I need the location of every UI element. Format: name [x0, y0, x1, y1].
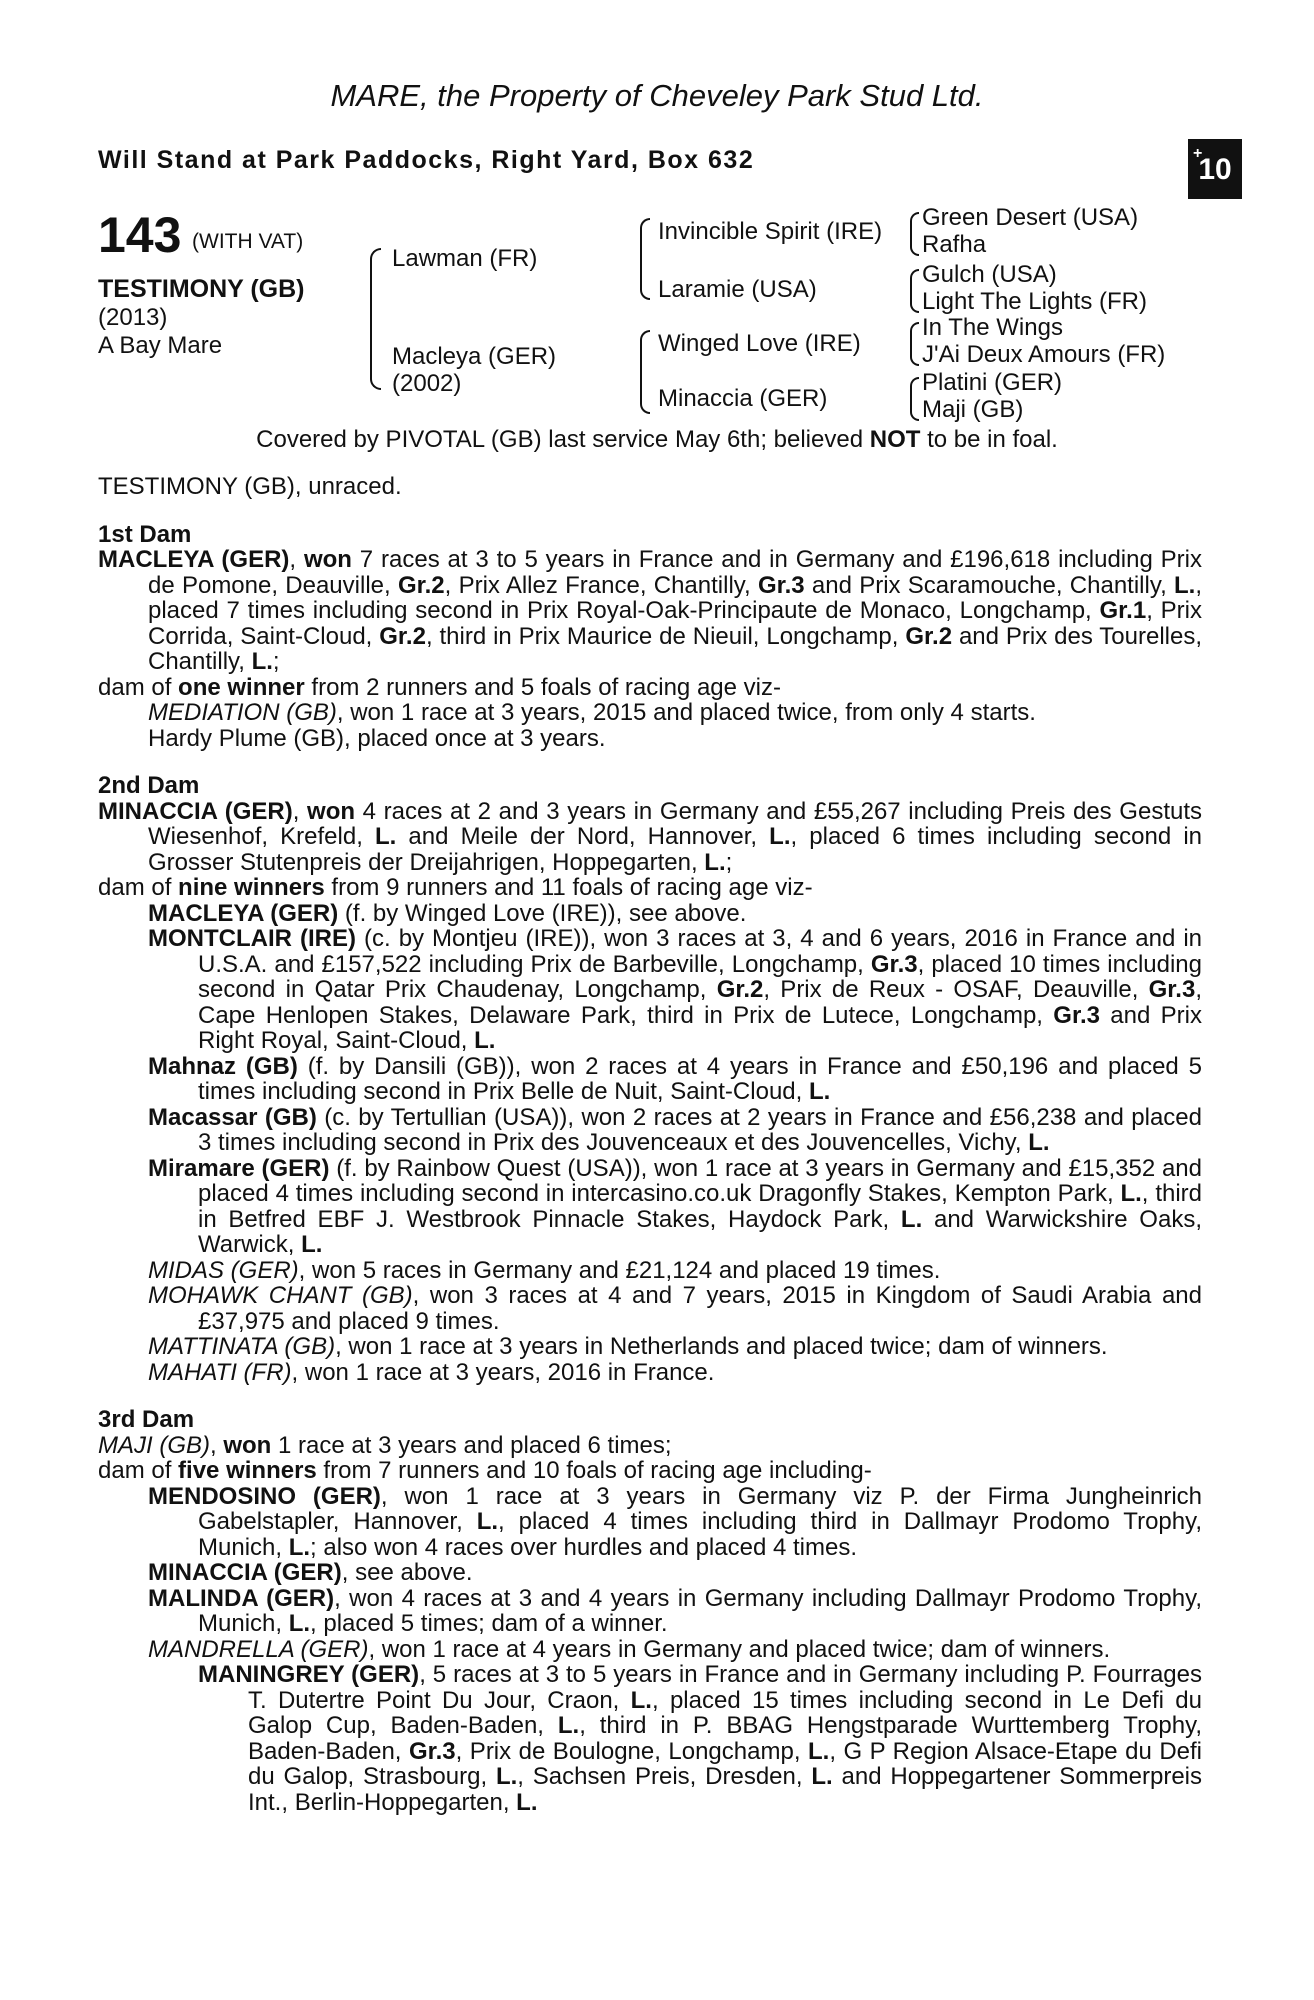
pedigree-brace-sire: [640, 218, 650, 300]
intro-line: TESTIMONY (GB), unraced.: [98, 473, 402, 500]
covered-post: to be in foal.: [927, 426, 1058, 453]
dam2-offspring-mahnaz: Mahnaz (GB) (f. by Dansili (GB)), won 2 races at 4 years in France and £50,196 and placed 5 times including second in Prix Belle de Nuit, Saint-Cloud, L.: [148, 1052, 1202, 1105]
dam3-offspring-mandrella: MANDRELLA (GER), won 1 race at 4 years in Germany and placed twice; dam of winners.: [148, 1635, 1111, 1663]
pedigree-brace-parents: [370, 248, 381, 390]
pedigree-dam-dam: Minaccia (GER): [658, 385, 828, 412]
dam3-entry: MAJI (GB), won 1 race at 3 years and placed 6 times;: [98, 1431, 672, 1459]
dam2-entry: MINACCIA (GER), won 4 races at 2 and 3 years in Germany and £55,267 including Preis des Gestuts Wiesenhof, Krefeld, L. and Meile der Nord, Hannover, L., placed 6 times including second in Grosser Stutenpreis der Dreijahrigen, Hoppegarten, L.;: [98, 797, 1203, 876]
covered-pre: Covered by PIVOTAL (GB) last service May 6th; believed: [256, 426, 864, 453]
vat-note: (WITH VAT): [192, 230, 304, 253]
dam2-heading: 2nd Dam: [98, 772, 200, 799]
covered-not: NOT: [869, 426, 921, 453]
dam2-offspring-miramare: Miramare (GER) (f. by Rainbow Quest (USA)), won 1 race at 3 years in Germany and £15,352 and placed 4 times including second in intercasino.co.uk Dragonfly Stakes, Kempton Park, L., third in Betfred EBF J. Westbrook Pinnacle Stakes, Haydock Park, L. and Warwickshire Oaks, Warwick, L.: [148, 1154, 1202, 1258]
pedigree-g4: Light The Lights (FR): [922, 288, 1147, 315]
pedigree-dam-sire: Winged Love (IRE): [658, 330, 861, 357]
dam2-produce: dam of nine winners from 9 runners and 11 foals of racing age viz-: [98, 874, 813, 901]
dam2-offspring-midas: MIDAS (GER), won 5 races in Germany and £21,124 and placed 19 times.: [148, 1256, 941, 1284]
dam3-offspring-maningrey: MANINGREY (GER), 5 races at 3 to 5 years in France and in Germany including P. Fourrages T. Dutertre Point Du Jour, Craon, L., placed 15 times including second in Le Defi du Galop Cup, Baden-Baden, L., third in P. BBAG Hengstparade Wurttemberg Trophy, Baden-Baden, Gr.3, Prix de Boulogne, Longchamp, L., G P Region Alsace-Etape du Defi du Galop, Strasbourg, L., Sachsen Preis, Dresden, L. and Hoppegartener Sommerpreis Int., Berlin-Hoppegarten, L.: [198, 1661, 1203, 1816]
dam2-offspring-mahati: MAHATI (FR), won 1 race at 3 years, 2016 in France.: [148, 1358, 715, 1386]
covered-note: [0, 426, 1314, 454]
pedigree-sire-sire: Invincible Spirit (IRE): [658, 218, 883, 245]
pedigree-g2: Rafha: [922, 231, 987, 258]
dam2-offspring-mattinata: MATTINATA (GB), won 1 race at 3 years in Netherlands and placed twice; dam of winners.: [148, 1333, 1108, 1360]
lot-number: 143: [98, 207, 182, 263]
dam2-offspring-macassar: Macassar (GB) (c. by Tertullian (USA)), won 2 races at 2 years in France and £56,238 and placed 3 times including second in Prix des Jouvenceaux et des Jouvencelles, Vichy, L.: [148, 1103, 1202, 1156]
pedigree-brace-g1: [910, 212, 919, 256]
catalogue-body: [98, 474, 1202, 1815]
dam3-offspring-minaccia: MINACCIA (GER), see above.: [148, 1559, 473, 1586]
dam3-heading: 3rd Dam: [98, 1406, 195, 1433]
dam3-offspring-malinda: MALINDA (GER), won 4 races at 3 and 4 years in Germany including Dallmayr Prodomo Trophy, Munich, L., placed 5 times; dam of a winner.: [148, 1584, 1203, 1637]
dam1-name: MACLEYA (GER): [98, 546, 290, 573]
dam2-offspring-macleya: MACLEYA (GER) (f. by Winged Love (IRE)), see above.: [148, 899, 747, 927]
badge-number: 10: [1198, 153, 1232, 186]
dam1-offspring-1: MEDIATION (GB), won 1 race at 3 years, 2015 and placed twice, from only 4 starts.: [148, 699, 1036, 726]
pedigree-brace-g3: [910, 322, 919, 366]
pedigree-g5: In The Wings: [922, 314, 1063, 341]
dam1-won: won: [303, 546, 352, 573]
page-title: MARE, the Property of Cheveley Park Stud Ltd.: [330, 78, 984, 113]
lot-badge: [1188, 139, 1242, 199]
dam1-heading: 1st Dam: [98, 520, 192, 548]
pedigree-brace-dam: [640, 330, 650, 414]
dam1-offspring-2: Hardy Plume (GB), placed once at 3 years.: [148, 724, 606, 752]
pedigree-g3: Gulch (USA): [922, 261, 1057, 288]
dam3-offspring-mendosino: MENDOSINO (GER), won 1 race at 3 years in Germany viz P. der Firma Jungheinrich Gabelstapler, Hannover, L., placed 4 times including third in Dallmayr Prodomo Trophy, Munich, L.; also won 4 races over hurdles and placed 4 times.: [148, 1482, 1202, 1561]
pedigree-sire: Lawman (FR): [392, 245, 538, 272]
pedigree-sire-dam: Laramie (USA): [658, 276, 817, 303]
horse-year: (2013): [98, 304, 168, 331]
horse-name: TESTIMONY (GB): [98, 275, 305, 303]
dam1-entry: MACLEYA (GER), won 7 races at 3 to 5 years in France and in Germany and £196,618 including Prix de Pomone, Deauville, Gr.2, Prix Allez France, Chantilly, Gr.3 and Prix Scaramouche, Chantilly, L., placed 7 times including second in Prix Royal-Oak-Principaute de Monaco, Longchamp, Gr.1, Prix Corrida, Saint-Cloud, Gr.2, third in Prix Maurice de Nieuil, Longchamp, Gr.2 and Prix des Tourelles, Chantilly, L.;: [98, 546, 1203, 675]
pedigree-g7: Platini (GER): [922, 369, 1063, 396]
pedigree-g8: Maji (GB): [922, 396, 1024, 423]
pedigree-brace-g2: [910, 269, 919, 313]
pedigree-g6: J'Ai Deux Amours (FR): [922, 341, 1166, 368]
dam1-produce: dam of one winner from 2 runners and 5 foals of racing age viz-: [98, 673, 781, 701]
dam3-produce: dam of five winners from 7 runners and 10 foals of racing age including-: [98, 1457, 872, 1484]
pedigree-dam: Macleya (GER): [392, 343, 557, 370]
stand-location: Will Stand at Park Paddocks, Right Yard, Box 632: [98, 146, 755, 174]
horse-description: A Bay Mare: [98, 332, 223, 359]
pedigree-dam-year: (2002): [392, 370, 462, 397]
pedigree-g1: Green Desert (USA): [922, 204, 1139, 231]
badge-plus: +: [1193, 145, 1203, 162]
dam2-offspring-montclair: MONTCLAIR (IRE) (c. by Montjeu (IRE)), won 3 races at 3, 4 and 6 years, 2016 in France and in U.S.A. and £157,522 including Prix de Barbeville, Longchamp, Gr.3, placed 10 times including second in Qatar Prix Chaudenay, Longchamp, Gr.2, Prix de Reux - OSAF, Deauville, Gr.3, Cape Henlopen Stakes, Delaware Park, third in Prix de Lutece, Longchamp, Gr.3 and Prix Right Royal, Saint-Cloud, L.: [148, 925, 1203, 1054]
pedigree-brace-g4: [910, 377, 919, 421]
dam2-offspring-mohawk: MOHAWK CHANT (GB), won 3 races at 4 and 7 years, 2015 in Kingdom of Saudi Arabia and £37,975 and placed 9 times.: [148, 1282, 1202, 1335]
